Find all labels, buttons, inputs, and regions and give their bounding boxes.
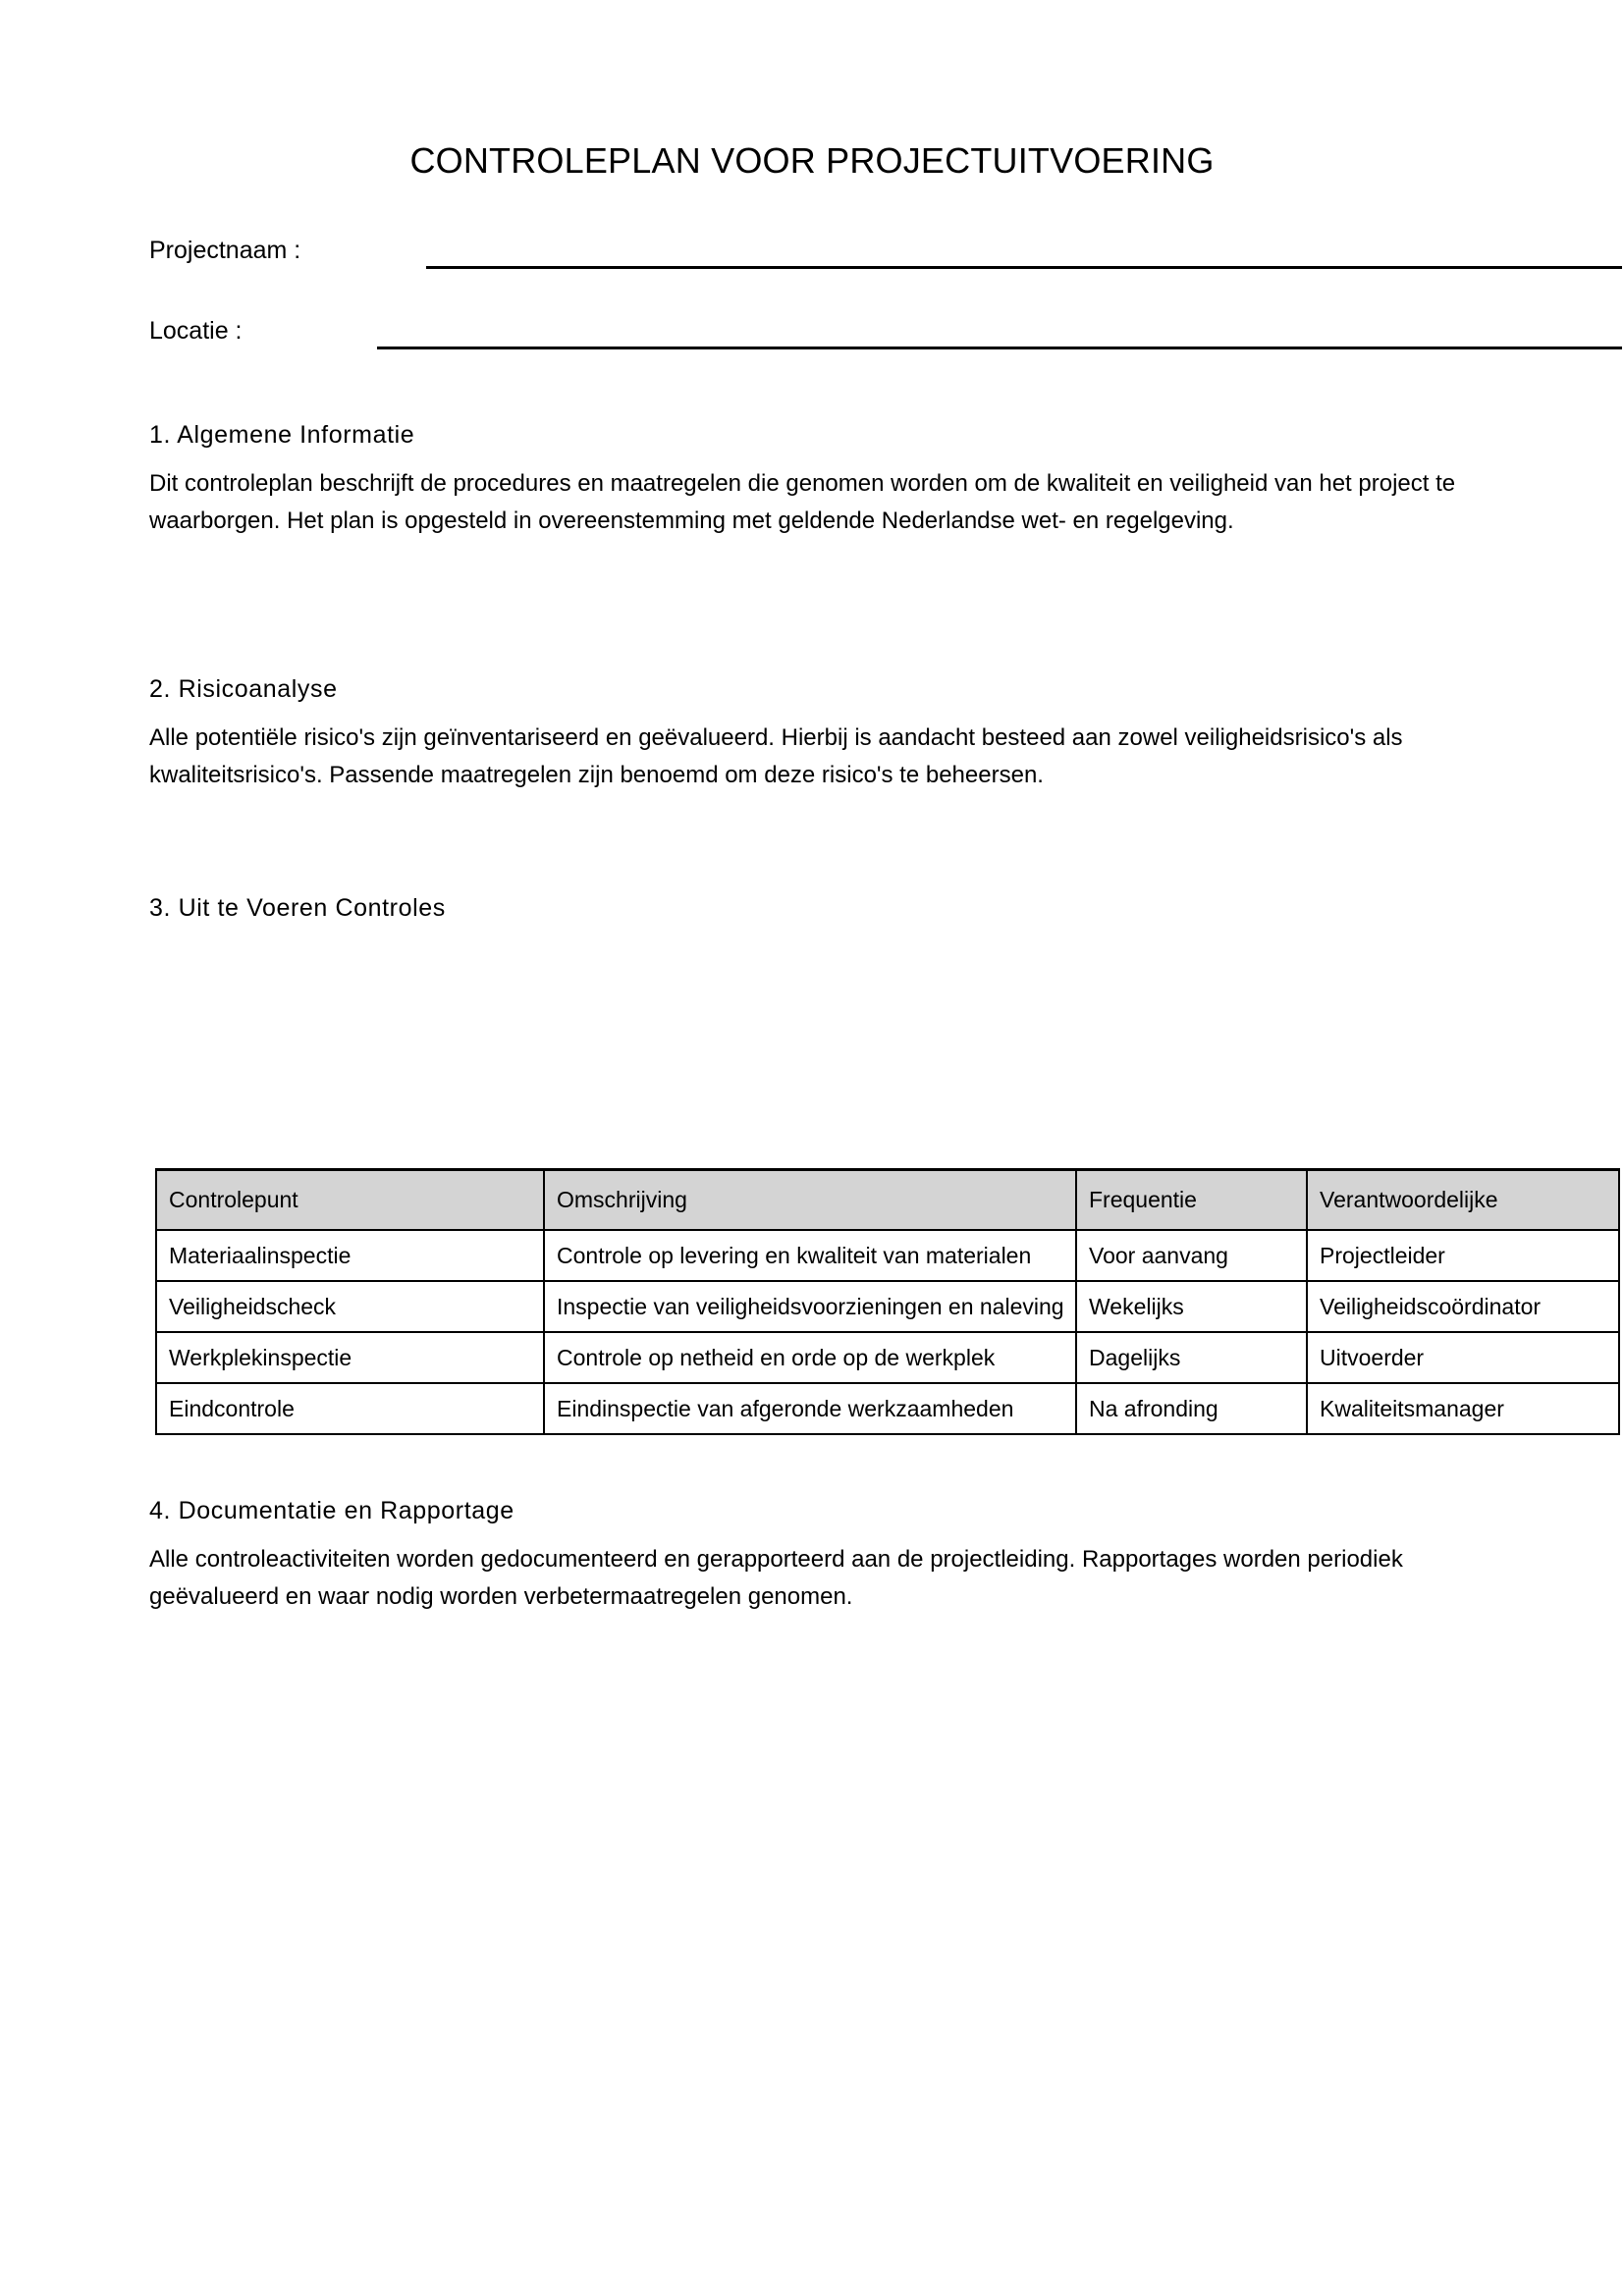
section-3-heading: 3. Uit te Voeren Controles (149, 894, 446, 922)
field-locatie-label: Locatie : (149, 317, 243, 345)
cell-verantwoordelijke: Kwaliteitsmanager (1307, 1383, 1619, 1434)
table-header-verantwoordelijke: Verantwoordelijke (1307, 1170, 1619, 1231)
table-row (156, 1230, 1619, 1281)
cell-controlepunt: Materiaalinspectie (156, 1230, 544, 1281)
cell-verantwoordelijke: Veiligheidscoördinator (1307, 1281, 1619, 1332)
section-4-body: Alle controleactiviteiten worden gedocumenteerd en gerapporteerd aan de projectleiding. Rapportages worden periodiek geëvalueerd en waar nodig worden verbetermaatregelen genomen. (149, 1546, 1403, 1610)
cell-controlepunt: Werkplekinspectie (156, 1332, 544, 1383)
cell-controlepunt: Eindcontrole (156, 1383, 544, 1434)
cell-frequentie: Voor aanvang (1076, 1230, 1307, 1281)
cell-frequentie: Wekelijks (1076, 1281, 1307, 1332)
section-2-heading: 2. Risicoanalyse (149, 675, 338, 703)
section-algemene-informatie (149, 418, 1470, 540)
controls-table (155, 1168, 1620, 1435)
cell-frequentie: Dagelijks (1076, 1332, 1307, 1383)
section-1-heading: 1. Algemene Informatie (149, 421, 415, 449)
section-risicoanalyse (149, 672, 1470, 794)
section-2-body: Alle potentiële risico's zijn geïnventariseerd en geëvalueerd. Hierbij is aandacht besteed aan zowel veiligheidsrisico's als kwaliteitsrisico's. Passende maatregelen zijn benoemd om deze risico's te beheersen. (149, 724, 1403, 788)
cell-verantwoordelijke: Uitvoerder (1307, 1332, 1619, 1383)
cell-omschrijving: Inspectie van veiligheidsvoorzieningen en naleving (544, 1281, 1076, 1332)
table-row (156, 1332, 1619, 1383)
cell-omschrijving: Eindinspectie van afgeronde werkzaamheden (544, 1383, 1076, 1434)
table-row (156, 1281, 1619, 1332)
table-row (156, 1383, 1619, 1434)
cell-frequentie: Na afronding (1076, 1383, 1307, 1434)
section-1-body: Dit controleplan beschrijft de procedures en maatregelen die genomen worden om de kwaliteit en veiligheid van het project te waarborgen. Het plan is opgesteld in overeenstemming met geldende Nederlandse wet- en regelgeving. (149, 470, 1456, 534)
table-header-row (156, 1170, 1619, 1231)
section-uit-te-voeren-controles (149, 891, 1455, 938)
field-locatie-input-rule[interactable] (377, 347, 1622, 349)
table-header-omschrijving: Omschrijving (544, 1170, 1076, 1231)
cell-controlepunt: Veiligheidscheck (156, 1281, 544, 1332)
field-projectnaam-input-rule[interactable] (426, 266, 1622, 269)
cell-omschrijving: Controle op levering en kwaliteit van materialen (544, 1230, 1076, 1281)
page-title: CONTROLEPLAN VOOR PROJECTUITVOERING (409, 140, 1215, 182)
table-header-frequentie: Frequentie (1076, 1170, 1307, 1231)
section-4-heading: 4. Documentatie en Rapportage (149, 1497, 514, 1524)
table-header-controlepunt: Controlepunt (156, 1170, 544, 1231)
cell-omschrijving: Controle op netheid en orde op de werkplek (544, 1332, 1076, 1383)
field-projectnaam-label: Projectnaam : (149, 237, 301, 264)
cell-verantwoordelijke: Projectleider (1307, 1230, 1619, 1281)
section-documentatie-en-rapportage (149, 1494, 1426, 1616)
